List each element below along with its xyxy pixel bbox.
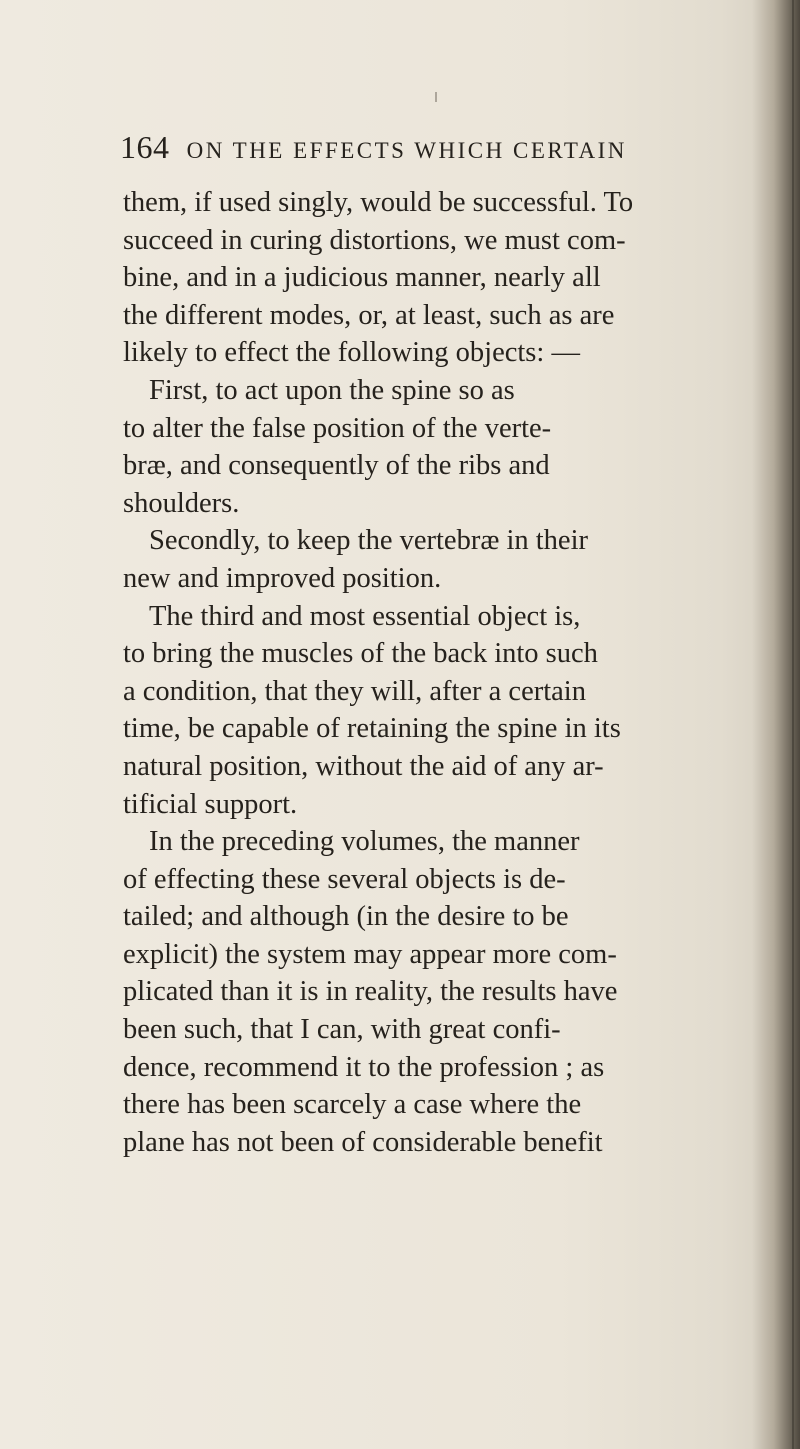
text-line: new and improved position.: [123, 562, 442, 594]
text-line: plicated than it is in reality, the results have: [123, 976, 618, 1008]
text-line: dence, recommend it to the profession ; as: [123, 1051, 605, 1083]
text-line: tailed; and although (in the desire to be: [123, 901, 569, 933]
running-head: [120, 129, 740, 169]
text-line: bræ, and consequently of the ribs and: [123, 450, 550, 482]
text-line: time, be capable of retaining the spine in its: [123, 713, 621, 745]
text-line: there has been scarcely a case where the: [123, 1089, 582, 1121]
text-line: In the preceding volumes, the manner: [149, 826, 580, 858]
text-line: a condition, that they will, after a certain: [123, 675, 586, 707]
text-line: bine, and in a judicious manner, nearly all: [123, 262, 601, 294]
text-line: likely to effect the following objects: —: [123, 337, 580, 369]
text-line: succeed in curing distortions, we must com-: [123, 224, 626, 256]
body-text: [123, 184, 773, 1161]
text-line: explicit) the system may appear more com-: [123, 938, 617, 970]
text-line: Secondly, to keep the vertebræ in their: [149, 525, 588, 557]
text-line: The third and most essential object is,: [149, 600, 581, 632]
text-line: plane has not been of considerable benefit: [123, 1126, 603, 1158]
text-line: to alter the false position of the verte-: [123, 412, 552, 444]
running-title: ON THE EFFECTS WHICH CERTAIN: [186, 138, 627, 163]
print-mark: [435, 92, 437, 102]
text-line: them, if used singly, would be successful. To: [123, 187, 634, 218]
text-line: tificial support.: [123, 788, 298, 820]
text-line: been such, that I can, with great confi-: [123, 1014, 561, 1046]
page-edge: [792, 0, 794, 1449]
page-number: 164: [120, 129, 170, 165]
text-line: the different modes, or, at least, such as are: [123, 299, 615, 331]
text-line: shoulders.: [123, 487, 240, 519]
text-line: natural position, without the aid of any ar-: [123, 750, 604, 782]
text-line: First, to act upon the spine so as: [149, 374, 515, 406]
text-line: of effecting these several objects is de-: [123, 863, 566, 895]
text-line: to bring the muscles of the back into such: [123, 638, 598, 670]
